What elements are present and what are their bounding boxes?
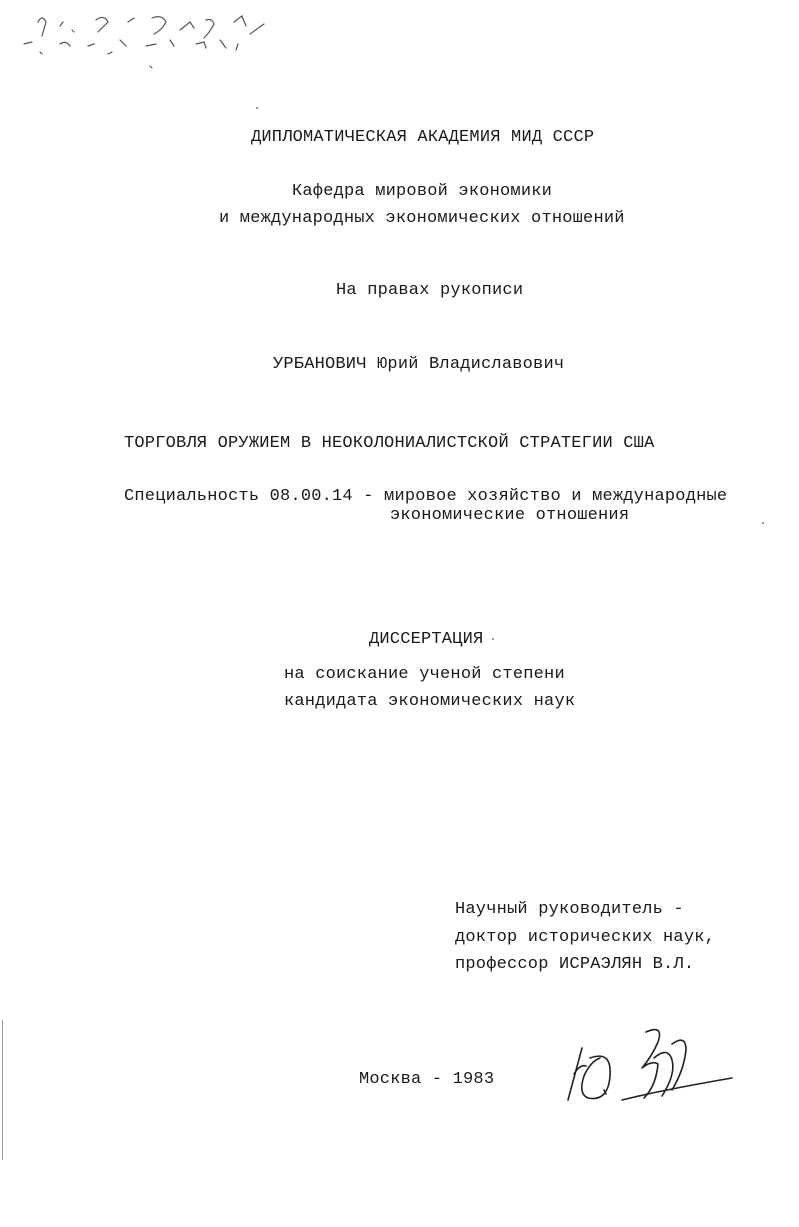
specialty-line-2: экономические отношения <box>390 506 630 525</box>
department-line-1: Кафедра мировой экономики <box>292 182 553 201</box>
place-and-year: Москва - 1983 <box>359 1070 495 1089</box>
author-signature <box>560 1018 740 1108</box>
dissertation-title: ТОРГОВЛЯ ОРУЖИЕМ В НЕОКОЛОНИАЛИСТСКОЙ СТРАТЕГИИ США <box>124 434 655 453</box>
manuscript-rights-note: На правах рукописи <box>336 281 524 300</box>
degree-line-1: на соискание ученой степени <box>284 665 565 684</box>
degree-line-2: кандидата экономических наук <box>284 692 576 711</box>
scan-speck <box>256 107 258 109</box>
dissertation-heading: ДИССЕРТАЦИЯ <box>369 630 484 649</box>
scan-speck <box>762 522 764 524</box>
advisor-line-2: доктор исторических наук, <box>455 928 716 947</box>
scan-edge-line <box>2 1020 3 1160</box>
handwritten-archive-marks <box>0 0 290 80</box>
scan-speck <box>492 638 494 640</box>
author-name: УРБАНОВИЧ Юрий Владиславович <box>273 355 565 374</box>
specialty-line-1: Специальность 08.00.14 - мировое хозяйство и международные <box>124 487 728 506</box>
academy-name: ДИПЛОМАТИЧЕСКАЯ АКАДЕМИЯ МИД СССР <box>251 128 595 147</box>
advisor-line-1: Научный руководитель - <box>455 900 684 919</box>
department-line-2: и международных экономических отношений <box>219 209 625 228</box>
advisor-line-3: профессор ИСРАЭЛЯН В.Л. <box>455 955 695 974</box>
